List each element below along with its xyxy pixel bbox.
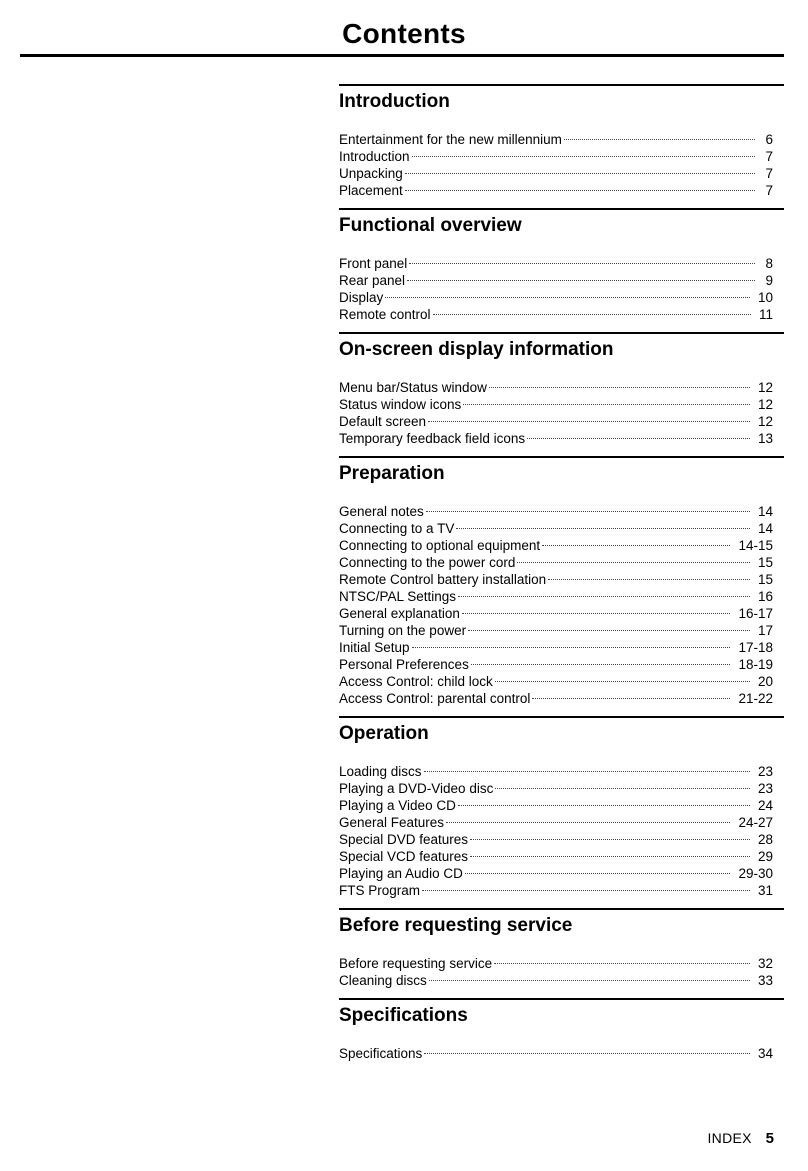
toc-entry-label: Before requesting service	[339, 956, 493, 971]
toc-entry-page: 20	[757, 674, 773, 689]
dot-leader	[532, 681, 730, 699]
toc-entry-label: Playing an Audio CD	[339, 866, 463, 881]
dot-leader	[405, 156, 755, 174]
section-rule	[339, 208, 784, 210]
toc-entry-page: 16-17	[738, 606, 773, 621]
dot-leader	[470, 822, 750, 840]
dot-leader	[489, 370, 750, 388]
toc-entry-label: Playing a Video CD	[339, 798, 456, 813]
section-entries	[339, 1040, 773, 1061]
toc-entry-page: 24-27	[738, 815, 773, 830]
dot-leader	[465, 856, 731, 874]
dot-leader	[412, 139, 755, 157]
dot-leader	[424, 1036, 750, 1054]
section-heading: Operation	[339, 723, 429, 744]
toc-entry-label: General explanation	[339, 606, 460, 621]
dot-leader	[446, 805, 730, 823]
toc-entry-label: Front panel	[339, 256, 408, 271]
toc-entry-page: 6	[765, 132, 773, 147]
toc-entry-page: 12	[757, 380, 773, 395]
toc-entry-page: 28	[757, 832, 773, 847]
toc-entry-page: 16	[757, 589, 773, 604]
dot-leader	[468, 613, 750, 631]
section-heading: Preparation	[339, 463, 445, 484]
toc-section	[339, 998, 773, 1061]
toc-entry-label: Temporary feedback field icons	[339, 431, 526, 446]
table-of-contents	[339, 84, 773, 1071]
toc-section	[339, 456, 773, 706]
dot-leader	[409, 246, 755, 264]
toc-entry-page: 12	[757, 397, 773, 412]
toc-entry-page: 14	[757, 504, 773, 519]
dot-leader	[412, 630, 731, 648]
section-rule	[339, 716, 784, 718]
dot-leader	[494, 946, 750, 964]
dot-leader	[462, 596, 731, 614]
section-heading: Functional overview	[339, 215, 522, 236]
dot-leader	[407, 263, 755, 281]
toc-entry-label: Playing a DVD-Video disc	[339, 781, 494, 796]
toc-entry-page: 18-19	[738, 657, 773, 672]
toc-entry-label: Entertainment for the new millennium	[339, 132, 562, 147]
toc-entry-label: Introduction	[339, 149, 410, 164]
toc-entry-page: 29-30	[738, 866, 773, 881]
toc-entry-label: Rear panel	[339, 273, 406, 288]
toc-entry-label: Loading discs	[339, 764, 422, 779]
toc-entry-label: Cleaning discs	[339, 973, 427, 988]
toc-section	[339, 84, 773, 198]
toc-entry-label: Connecting to optional equipment	[339, 538, 541, 553]
toc-entry-label: Turning on the power	[339, 623, 467, 638]
toc-entry-page: 32	[757, 956, 773, 971]
toc-entry-page: 7	[765, 149, 773, 164]
section-entries	[339, 374, 773, 446]
dot-leader	[527, 421, 750, 439]
dot-leader	[429, 963, 750, 981]
section-heading: Introduction	[339, 91, 450, 112]
toc-entry[interactable]	[339, 301, 773, 322]
toc-entry-label: General notes	[339, 504, 424, 519]
toc-entry-label: Connecting to the power cord	[339, 555, 516, 570]
section-rule	[339, 908, 784, 910]
toc-entry-page: 23	[757, 764, 773, 779]
toc-entry-page: 15	[757, 572, 773, 587]
toc-entry-page: 14	[757, 521, 773, 536]
dot-leader	[426, 494, 750, 512]
toc-entry-page: 23	[757, 781, 773, 796]
dot-leader	[517, 545, 750, 563]
dot-leader	[456, 511, 750, 529]
footer-page-number: 5	[765, 1130, 774, 1147]
section-rule	[339, 84, 784, 86]
toc-section	[339, 908, 773, 988]
dot-leader	[428, 404, 750, 422]
page-title: Contents	[342, 18, 466, 49]
section-entries	[339, 126, 773, 198]
toc-entry-label: Access Control: parental control	[339, 691, 531, 706]
dot-leader	[495, 771, 750, 789]
title-rule	[20, 54, 784, 57]
page-footer	[707, 1130, 774, 1147]
toc-section	[339, 332, 773, 446]
dot-leader	[458, 579, 750, 597]
toc-entry-page: 24	[757, 798, 773, 813]
toc-entry-label: Special VCD features	[339, 849, 469, 864]
section-heading: On-screen display information	[339, 339, 614, 360]
toc-entry-page: 33	[757, 973, 773, 988]
toc-entry-label: Unpacking	[339, 166, 403, 181]
dot-leader	[470, 839, 750, 857]
dot-leader	[405, 173, 755, 191]
toc-entry-label: General Features	[339, 815, 445, 830]
toc-entry-label: Initial Setup	[339, 640, 410, 655]
toc-entry-label: Specifications	[339, 1046, 423, 1061]
toc-entry-page: 15	[757, 555, 773, 570]
toc-entry-label: Remote Control battery installation	[339, 572, 547, 587]
dot-leader	[385, 280, 750, 298]
toc-entry-label: Connecting to a TV	[339, 521, 455, 536]
toc-entry-label: Status window icons	[339, 397, 462, 412]
section-entries	[339, 950, 773, 988]
toc-entry-page: 10	[757, 290, 773, 305]
toc-entry-label: Personal Preferences	[339, 657, 469, 672]
toc-entry-page: 31	[757, 883, 773, 898]
toc-entry-label: Access Control: child lock	[339, 674, 493, 689]
dot-leader	[424, 754, 750, 772]
toc-entry-label: Placement	[339, 183, 403, 198]
section-rule	[339, 456, 784, 458]
toc-entry[interactable]	[339, 1040, 773, 1061]
toc-entry-page: 8	[765, 256, 773, 271]
section-entries	[339, 250, 773, 322]
dot-leader	[548, 562, 750, 580]
dot-leader	[458, 788, 750, 806]
toc-entry-page: 17	[757, 623, 773, 638]
toc-section	[339, 208, 773, 322]
toc-section	[339, 716, 773, 898]
toc-entry-label: FTS Program	[339, 883, 421, 898]
footer-index-label: INDEX	[707, 1130, 752, 1146]
dot-leader	[422, 873, 750, 891]
dot-leader	[564, 122, 755, 140]
toc-entry-label: Special DVD features	[339, 832, 469, 847]
section-heading: Before requesting service	[339, 915, 573, 936]
toc-entry[interactable]	[339, 177, 773, 198]
toc-entry-label: Remote control	[339, 307, 431, 322]
toc-entry-label: NTSC/PAL Settings	[339, 589, 457, 604]
toc-entry-label: Menu bar/Status window	[339, 380, 487, 395]
toc-entry-page: 14-15	[738, 538, 773, 553]
dot-leader	[463, 387, 750, 405]
section-entries	[339, 758, 773, 898]
dot-leader	[495, 664, 750, 682]
toc-entry-page: 7	[765, 166, 773, 181]
toc-entry-page: 17-18	[738, 640, 773, 655]
toc-entry-page: 12	[757, 414, 773, 429]
toc-entry-page: 9	[765, 273, 773, 288]
toc-entry-page: 7	[765, 183, 773, 198]
section-entries	[339, 498, 773, 706]
toc-entry-page: 29	[757, 849, 773, 864]
toc-entry-page: 21-22	[738, 691, 773, 706]
dot-leader	[542, 528, 730, 546]
dot-leader	[471, 647, 731, 665]
toc-entry-label: Display	[339, 290, 384, 305]
toc-entry-page: 13	[757, 431, 773, 446]
toc-entry-label: Default screen	[339, 414, 427, 429]
section-rule	[339, 332, 784, 334]
dot-leader	[433, 297, 751, 315]
toc-entry-page: 34	[757, 1046, 773, 1061]
section-rule	[339, 998, 784, 1000]
toc-entry-page: 11	[758, 307, 773, 322]
section-heading: Specifications	[339, 1005, 468, 1026]
